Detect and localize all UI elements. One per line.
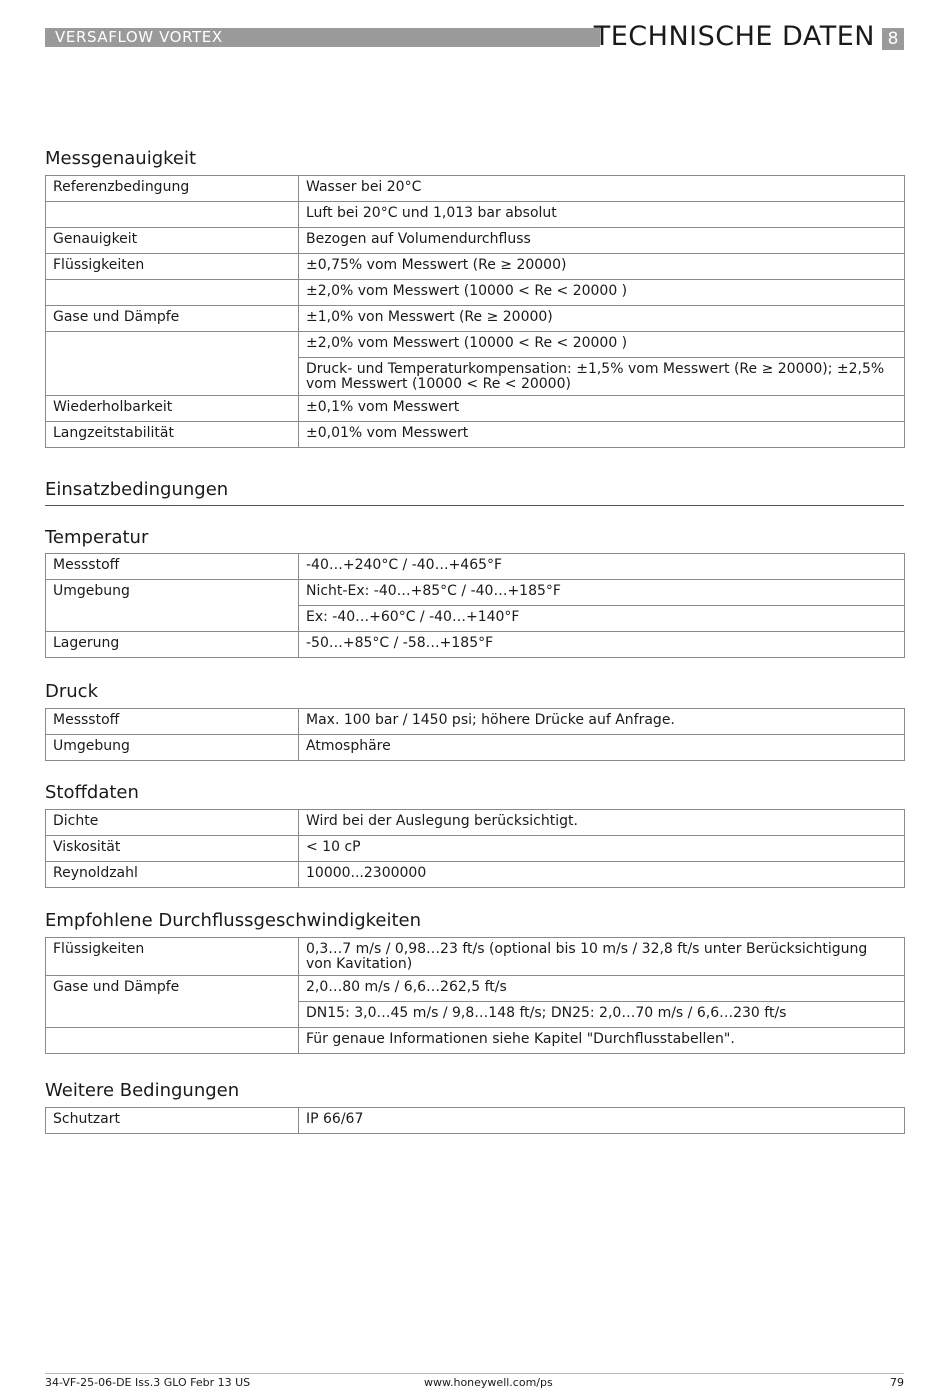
row-key: Schutzart <box>46 1108 299 1134</box>
document-id: 34-VF-25-06-DE Iss.3 GLO Febr 13 US <box>45 1376 251 1389</box>
table-row <box>46 1002 905 1028</box>
table-row <box>46 938 905 976</box>
table-row <box>46 976 905 1002</box>
row-key: Messstoff <box>46 554 299 580</box>
table-row <box>46 836 905 862</box>
row-value: Atmosphäre <box>299 735 905 761</box>
row-value: 0,3…7 m/s / 0,98…23 ft/s (optional bis 10 m/s / 32,8 ft/s unter Berücksichtigung von Kavitation) <box>299 938 905 976</box>
row-value: IP 66/67 <box>299 1108 905 1134</box>
row-key: Lagerung <box>46 632 299 658</box>
row-value: ±1,0% von Messwert (Re ≥ 20000) <box>299 306 905 332</box>
row-value: Wird bei der Auslegung berücksichtigt. <box>299 810 905 836</box>
row-key: Messstoff <box>46 709 299 735</box>
section-title-druck: Druck <box>45 681 98 702</box>
row-key: Viskosität <box>46 836 299 862</box>
footer-divider <box>45 1373 904 1374</box>
row-key: Flüssigkeiten <box>46 254 299 280</box>
row-value: Wasser bei 20°C <box>299 176 905 202</box>
section-title-stoffdaten: Stoffdaten <box>45 782 139 803</box>
section-title-messgenauigkeit: Messgenauigkeit <box>45 148 197 169</box>
table-row <box>46 606 905 632</box>
table-row <box>46 554 905 580</box>
table-row <box>46 862 905 888</box>
table-weitere <box>45 1107 905 1134</box>
row-value: Bezogen auf Volumendurchfluss <box>299 228 905 254</box>
row-value: Nicht-Ex: -40…+85°C / -40…+185°F <box>299 580 905 606</box>
table-stoffdaten <box>45 809 905 888</box>
section-title-weitere: Weitere Bedingungen <box>45 1080 240 1101</box>
row-value: DN15: 3,0…45 m/s / 9,8…148 ft/s; DN25: 2,0…70 m/s / 6,6…230 ft/s <box>299 1002 905 1028</box>
table-row <box>46 358 905 396</box>
table-row <box>46 332 905 358</box>
row-key <box>46 332 299 358</box>
table-row <box>46 176 905 202</box>
page-number: 79 <box>890 1376 904 1389</box>
table-row <box>46 1028 905 1054</box>
row-value: 2,0…80 m/s / 6,6…262,5 ft/s <box>299 976 905 1002</box>
table-druck <box>45 708 905 761</box>
table-row <box>46 306 905 332</box>
section-title-durchfluss: Empfohlene Durchflussgeschwindigkeiten <box>45 910 422 931</box>
section-title-einsatzbedingungen: Einsatzbedingungen <box>45 479 229 500</box>
row-key: Gase und Dämpfe <box>46 306 299 332</box>
section-title-temperatur: Temperatur <box>45 527 149 548</box>
table-row <box>46 202 905 228</box>
row-value: ±0,75% vom Messwert (Re ≥ 20000) <box>299 254 905 280</box>
row-key: Dichte <box>46 810 299 836</box>
table-row <box>46 580 905 606</box>
row-key: Umgebung <box>46 735 299 761</box>
row-key: Genauigkeit <box>46 228 299 254</box>
row-key <box>46 1002 299 1028</box>
table-durchfluss <box>45 937 905 1054</box>
table-row <box>46 735 905 761</box>
table-row <box>46 709 905 735</box>
row-key: Umgebung <box>46 580 299 606</box>
table-row <box>46 396 905 422</box>
table-row <box>46 810 905 836</box>
row-value: 10000...2300000 <box>299 862 905 888</box>
row-key <box>46 606 299 632</box>
section-divider <box>45 505 904 506</box>
row-key: Langzeitstabilität <box>46 422 299 448</box>
row-value: -40…+240°C / -40…+465°F <box>299 554 905 580</box>
table-row <box>46 422 905 448</box>
row-key: Referenzbedingung <box>46 176 299 202</box>
row-value: < 10 cP <box>299 836 905 862</box>
row-value: Luft bei 20°C und 1,013 bar absolut <box>299 202 905 228</box>
row-key: Flüssigkeiten <box>46 938 299 976</box>
table-row <box>46 228 905 254</box>
row-value: Druck- und Temperaturkompensation: ±1,5% vom Messwert (Re ≥ 20000); ±2,5% vom Messwert (10000 < Re < 20000) <box>299 358 905 396</box>
row-value: Ex: -40…+60°C / -40…+140°F <box>299 606 905 632</box>
table-messgenauigkeit <box>45 175 905 448</box>
row-key: Reynoldzahl <box>46 862 299 888</box>
table-row <box>46 254 905 280</box>
chapter-number-badge: 8 <box>882 28 904 50</box>
row-key: Wiederholbarkeit <box>46 396 299 422</box>
row-value: ±0,1% vom Messwert <box>299 396 905 422</box>
row-value: Max. 100 bar / 1450 psi; höhere Drücke auf Anfrage. <box>299 709 905 735</box>
row-key <box>46 358 299 396</box>
chapter-title: TECHNISCHE DATEN <box>593 21 875 52</box>
row-key: Gase und Dämpfe <box>46 976 299 1002</box>
row-value: -50…+85°C / -58…+185°F <box>299 632 905 658</box>
row-value: ±2,0% vom Messwert (10000 < Re < 20000 ) <box>299 332 905 358</box>
footer-url-link[interactable]: www.honeywell.com/ps <box>424 1376 553 1389</box>
product-name-bar <box>45 28 600 47</box>
table-temperatur <box>45 553 905 658</box>
table-row <box>46 632 905 658</box>
row-key <box>46 280 299 306</box>
row-key <box>46 1028 299 1054</box>
row-value: ±2,0% vom Messwert (10000 < Re < 20000 ) <box>299 280 905 306</box>
table-row <box>46 280 905 306</box>
table-row <box>46 1108 905 1134</box>
row-value: ±0,01% vom Messwert <box>299 422 905 448</box>
product-name: VERSAFLOW VORTEX <box>55 28 223 46</box>
row-value: Für genaue Informationen siehe Kapitel "Durchflusstabellen". <box>299 1028 905 1054</box>
row-key <box>46 202 299 228</box>
